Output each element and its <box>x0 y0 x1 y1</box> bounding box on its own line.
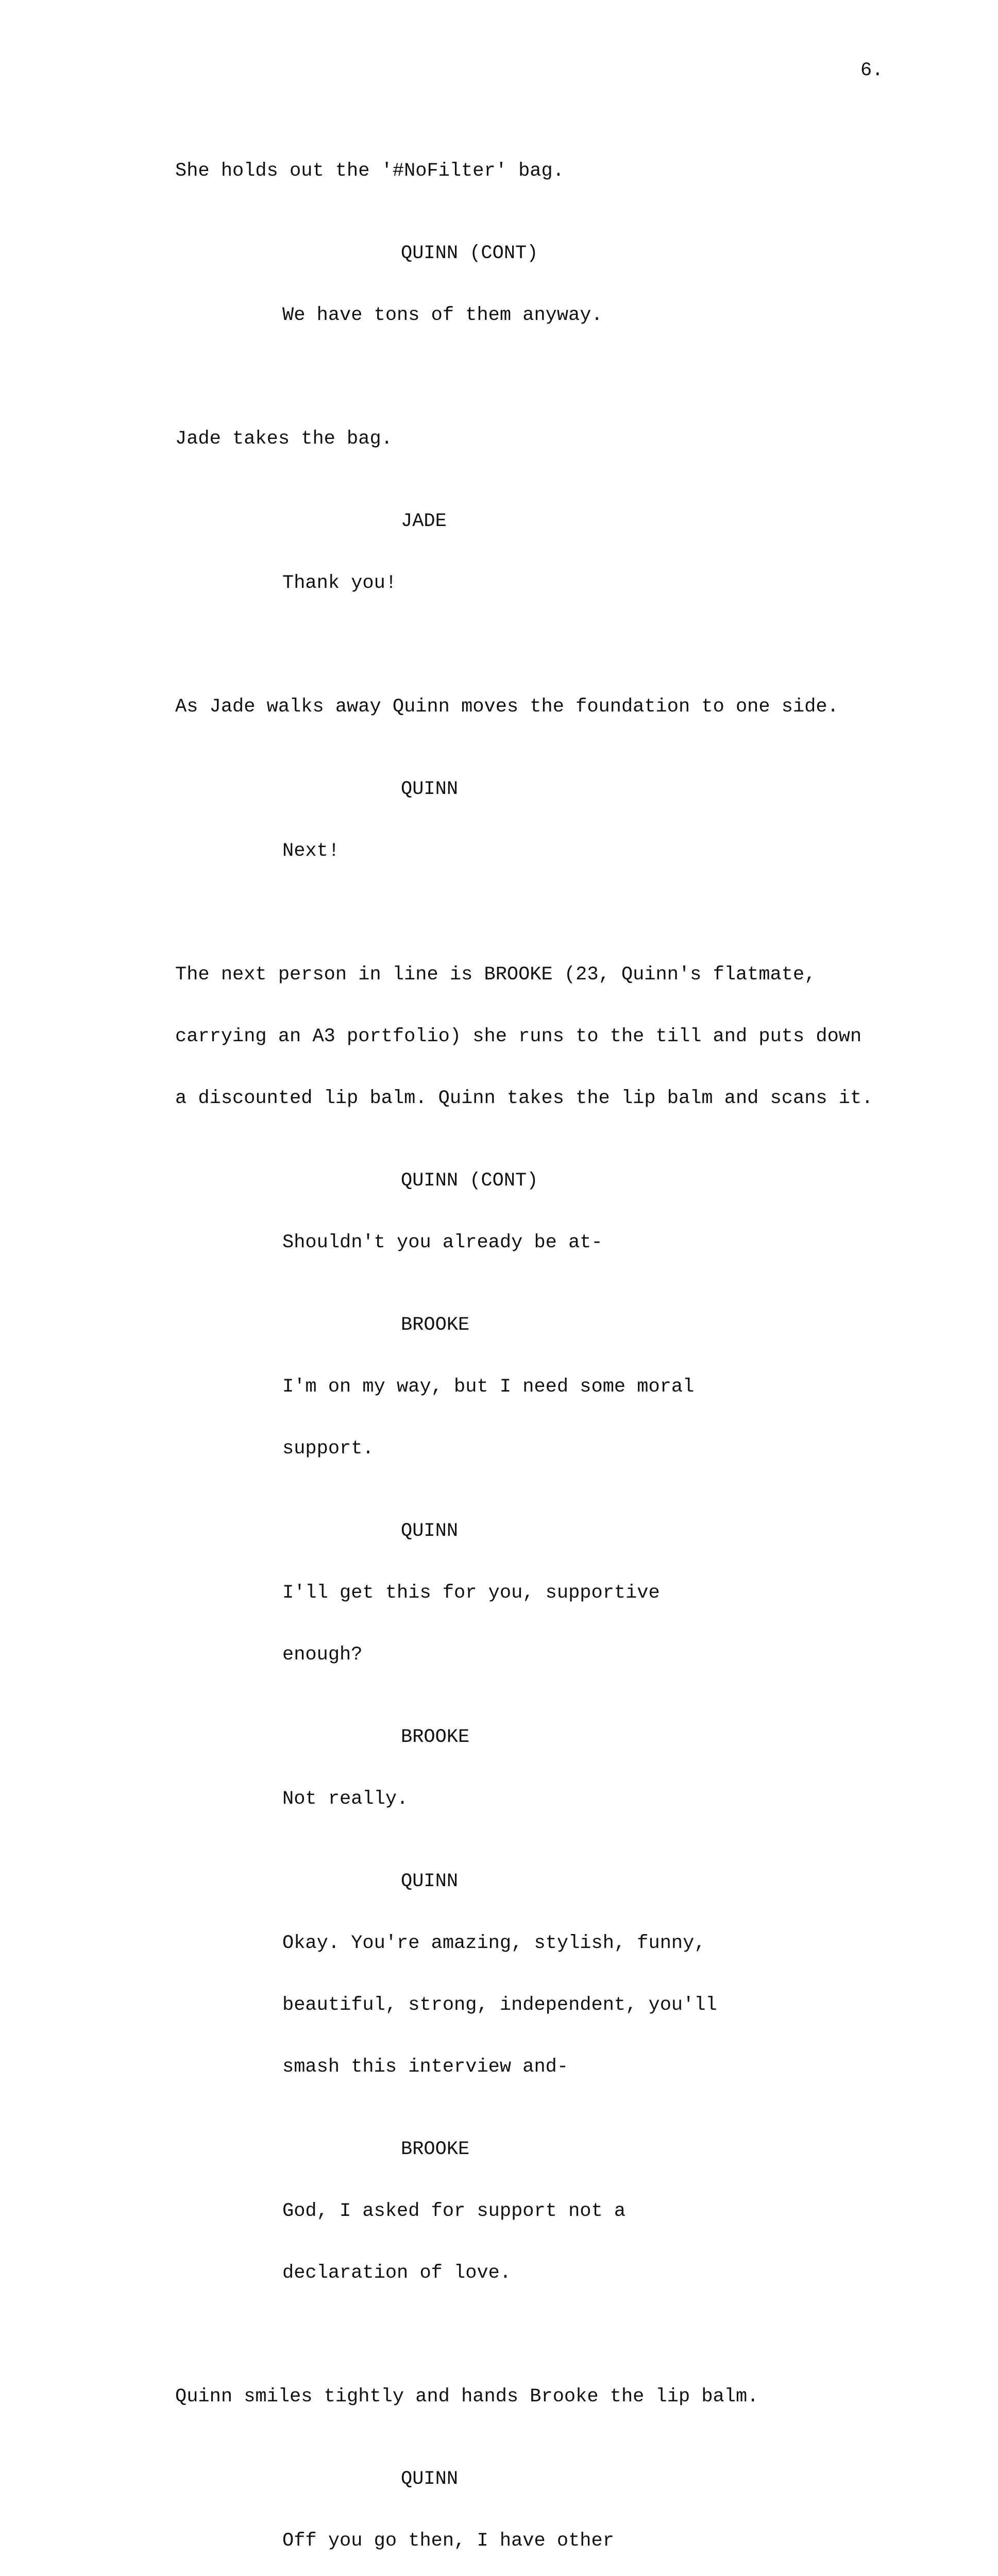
character-name: QUINN <box>401 1871 459 1892</box>
character-name: QUINN (CONT) <box>401 1170 538 1192</box>
dialogue-line: Off you go then, I have other <box>282 2530 614 2552</box>
dialogue-block <box>175 1315 907 1500</box>
dialogue-block <box>175 511 907 635</box>
screenplay-body <box>175 120 907 2576</box>
dialogue-text <box>282 1541 746 1706</box>
action-line: a discounted lip balm. Quinn takes the lip balm and scans it. <box>175 1088 873 1109</box>
dialogue-line: declaration of love. <box>282 2262 512 2284</box>
dialogue-block <box>175 243 907 367</box>
action-line: She holds out the '#NoFilter' bag. <box>175 160 564 182</box>
dialogue-text <box>282 1892 746 2119</box>
dialogue-block <box>175 779 907 903</box>
character-name: QUINN (CONT) <box>401 243 538 264</box>
action-line: Quinn smiles tightly and hands Brooke the lip balm. <box>175 2386 759 2408</box>
dialogue-line: Not really. <box>282 1788 409 1810</box>
character-name: BROOKE <box>401 1314 470 1336</box>
dialogue-line: We have tons of them anyway. <box>282 304 603 326</box>
action-block <box>175 923 907 1150</box>
dialogue-line: God, I asked for support not a <box>282 2200 626 2222</box>
dialogue-block <box>175 1871 907 2119</box>
action-line: carrying an A3 portfolio) she runs to the till and puts down <box>175 1026 862 1047</box>
character-name: BROOKE <box>401 2139 470 2160</box>
dialogue-line: Okay. You're amazing, stylish, funny, <box>282 1933 706 1954</box>
dialogue-text <box>282 1748 746 1851</box>
character-name: QUINN <box>401 1520 459 1542</box>
character-name: QUINN <box>401 778 459 800</box>
action-line: Jade takes the bag. <box>175 428 393 450</box>
dialogue-text <box>282 2489 746 2576</box>
dialogue-block <box>175 1727 907 1851</box>
dialogue-line: Thank you! <box>282 572 397 594</box>
dialogue-text <box>282 2160 746 2325</box>
character-name: QUINN <box>401 2468 459 2490</box>
dialogue-line: I'm on my way, but I need some moral <box>282 1376 695 1398</box>
dialogue-line: enough? <box>282 1644 363 1666</box>
action-block <box>175 120 907 223</box>
dialogue-block <box>175 2469 907 2576</box>
dialogue-line: beautiful, strong, independent, you'll <box>282 1994 717 2016</box>
dialogue-text <box>282 1335 746 1500</box>
action-block <box>175 655 907 758</box>
dialogue-block <box>175 2139 907 2325</box>
action-line: As Jade walks away Quinn moves the foundation to one side. <box>175 696 839 718</box>
character-name: BROOKE <box>401 1726 470 1748</box>
dialogue-block <box>175 1171 907 1294</box>
dialogue-line: I'll get this for you, supportive <box>282 1582 660 1604</box>
dialogue-text <box>282 1191 746 1294</box>
character-name: JADE <box>401 511 447 532</box>
action-block <box>175 2345 907 2448</box>
dialogue-line: support. <box>282 1438 374 1460</box>
dialogue-line: Shouldn't you already be at- <box>282 1232 603 1253</box>
dialogue-line: smash this interview and- <box>282 2056 569 2078</box>
dialogue-text <box>282 532 746 635</box>
action-line: The next person in line is BROOKE (23, Quinn's flatmate, <box>175 964 816 986</box>
page-number: 6. <box>860 60 884 81</box>
dialogue-text <box>282 800 746 903</box>
dialogue-line: Next! <box>282 840 340 862</box>
dialogue-block <box>175 1521 907 1706</box>
action-block <box>175 387 907 490</box>
dialogue-text <box>282 264 746 367</box>
